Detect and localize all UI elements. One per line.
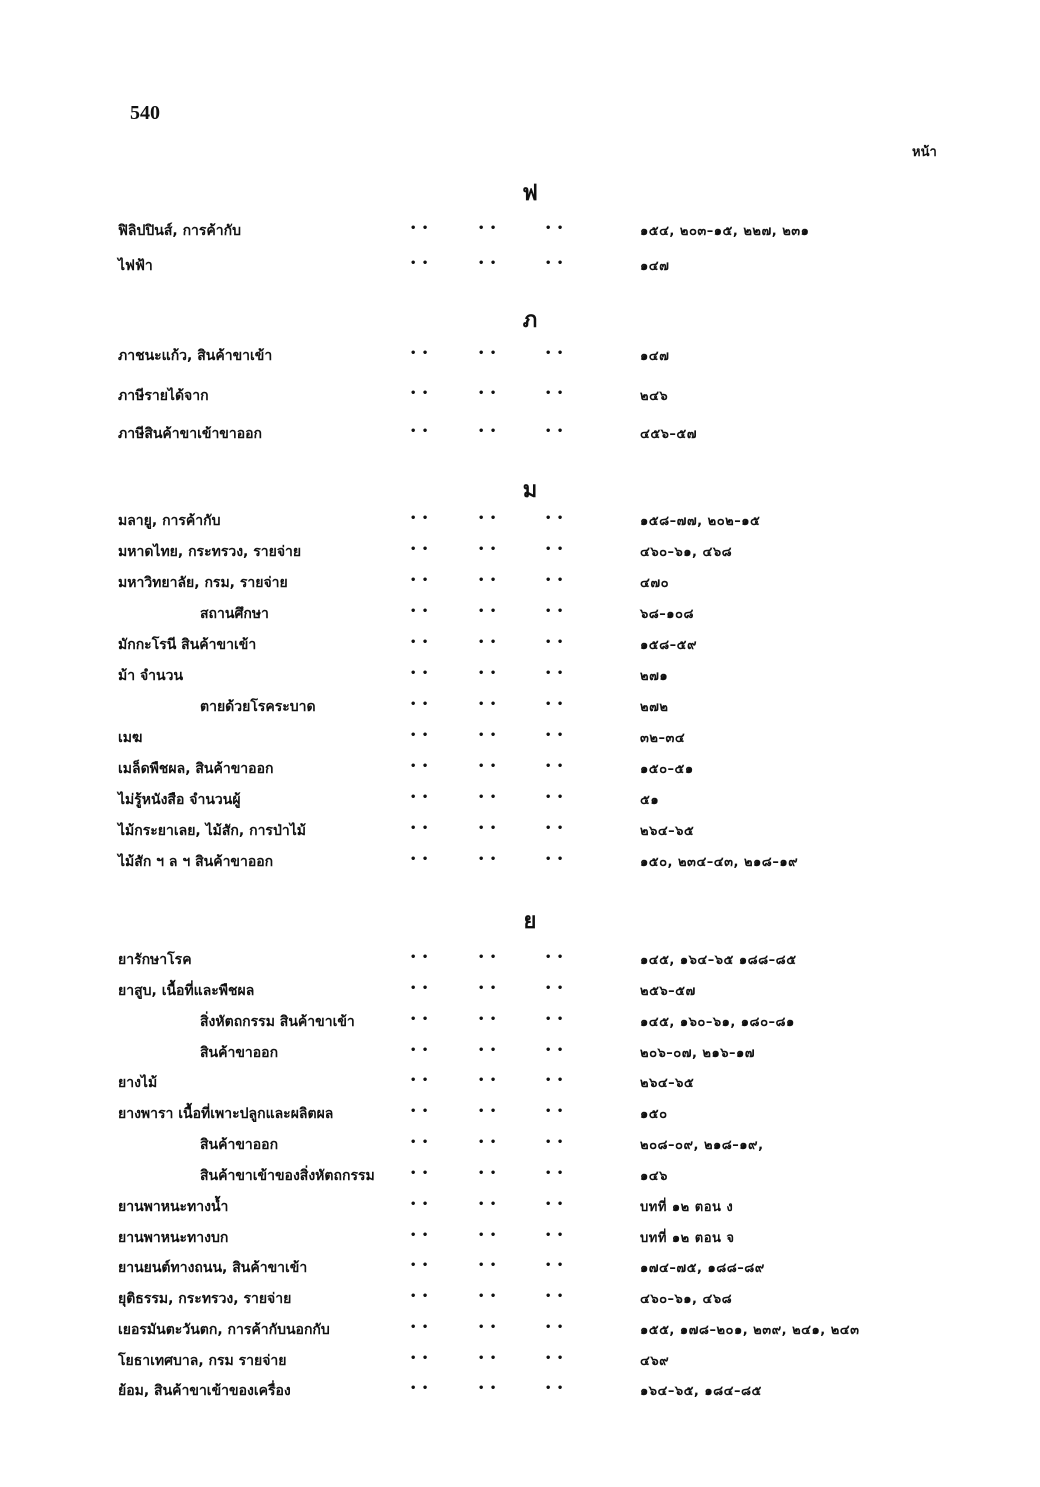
- entry-pages: ๑๕๘–๗๗, ๒๐๒–๑๕: [640, 514, 761, 529]
- leader-dots: • •: [478, 348, 498, 359]
- index-entry: [0, 1165, 1040, 1189]
- entry-label: เมฆ: [118, 730, 143, 746]
- leader-dots: • •: [545, 1322, 565, 1333]
- leader-dots: • •: [410, 223, 430, 234]
- leader-dots: • •: [478, 1230, 498, 1241]
- leader-dots: • •: [545, 668, 565, 679]
- entry-pages: ๒๗๒: [640, 700, 669, 715]
- entry-label: ฟิลิปปินส์, การค้ากับ: [118, 223, 242, 239]
- entry-label: ไม้กระยาเลย, ไม้สัก, การป่าไม้: [118, 823, 306, 839]
- leader-dots: • •: [410, 426, 430, 437]
- leader-dots: • •: [410, 637, 430, 648]
- leader-dots: • •: [410, 854, 430, 865]
- leader-dots: • •: [410, 823, 430, 834]
- index-entry: [0, 1257, 1040, 1281]
- entry-label: โยธาเทศบาล, กรม รายจ่าย: [118, 1353, 287, 1369]
- index-entry: [0, 789, 1040, 813]
- entry-label: ภาษีสินค้าขาเข้าขาออก: [118, 426, 263, 442]
- leader-dots: • •: [478, 1291, 498, 1302]
- leader-dots: • •: [545, 544, 565, 555]
- entry-label: สินค้าขาเข้าของสิ่งหัตถกรรม: [200, 1168, 375, 1184]
- index-entry: [0, 949, 1040, 973]
- leader-dots: • •: [478, 854, 498, 865]
- index-entry: [0, 980, 1040, 1004]
- leader-dots: • •: [478, 1322, 498, 1333]
- index-entry: [0, 1196, 1040, 1220]
- entry-label: สินค้าขาออก: [200, 1137, 279, 1153]
- entry-pages: ๒๐๖–๐๗, ๒๑๖–๑๗: [640, 1046, 756, 1061]
- leader-dots: • •: [478, 258, 498, 269]
- leader-dots: • •: [410, 952, 430, 963]
- entry-pages: ๒๕๖–๕๗: [640, 984, 696, 999]
- entry-label: เยอรมันตะวันตก, การค้ากับนอกกับ: [118, 1322, 330, 1338]
- leader-dots: • •: [545, 348, 565, 359]
- leader-dots: • •: [478, 761, 498, 772]
- entry-label: สิ่งหัตถกรรม สินค้าขาเข้า: [200, 1014, 355, 1030]
- leader-dots: • •: [545, 761, 565, 772]
- entry-pages: ๒๖๔–๖๕: [640, 1076, 695, 1091]
- leader-dots: • •: [545, 1014, 565, 1025]
- entry-label: มักกะโรนี สินค้าขาเข้า: [118, 637, 257, 653]
- leader-dots: • •: [545, 258, 565, 269]
- entry-label: มลายู, การค้ากับ: [118, 513, 221, 529]
- entry-pages: ๑๔๕, ๑๖๔–๖๕ ๑๘๘–๘๕: [640, 953, 797, 968]
- entry-label: ภาษีรายได้จาก: [118, 388, 209, 404]
- leader-dots: • •: [410, 544, 430, 555]
- section-letter: ฟ: [522, 181, 538, 206]
- leader-dots: • •: [410, 1353, 430, 1364]
- entry-pages: ๔๗๐: [640, 576, 670, 591]
- leader-dots: • •: [478, 730, 498, 741]
- entry-pages: ๑๔๕, ๑๖๐–๖๑, ๑๘๐–๘๑: [640, 1015, 795, 1030]
- leader-dots: • •: [545, 1199, 565, 1210]
- leader-dots: • •: [545, 388, 565, 399]
- leader-dots: • •: [410, 1106, 430, 1117]
- leader-dots: • •: [410, 1045, 430, 1056]
- leader-dots: • •: [410, 1075, 430, 1086]
- index-entry: [0, 1134, 1040, 1158]
- entry-pages: ๔๖๙: [640, 1354, 670, 1369]
- entry-pages: ๑๔๖: [640, 1169, 668, 1184]
- entry-label: ตายด้วยโรคระบาด: [200, 699, 316, 715]
- leader-dots: • •: [545, 637, 565, 648]
- entry-label: ไม้สัก ฯ ล ฯ สินค้าขาออก: [118, 854, 274, 870]
- leader-dots: • •: [410, 761, 430, 772]
- entry-label: ยารักษาโรค: [118, 952, 192, 968]
- leader-dots: • •: [410, 1014, 430, 1025]
- entry-pages: ๕๑: [640, 793, 660, 808]
- leader-dots: • •: [545, 575, 565, 586]
- leader-dots: • •: [410, 1291, 430, 1302]
- entry-label: ยางไม้: [118, 1075, 158, 1091]
- entry-label: มหาวิทยาลัย, กรม, รายจ่าย: [118, 575, 288, 591]
- leader-dots: • •: [545, 1106, 565, 1117]
- leader-dots: • •: [478, 1383, 498, 1394]
- leader-dots: • •: [545, 1045, 565, 1056]
- index-entry: [0, 255, 1040, 279]
- index-entry: [0, 385, 1040, 409]
- entry-pages: ๑๕๐–๕๑: [640, 762, 694, 777]
- leader-dots: • •: [545, 223, 565, 234]
- leader-dots: • •: [478, 668, 498, 679]
- index-entry: [0, 345, 1040, 369]
- leader-dots: • •: [410, 1199, 430, 1210]
- leader-dots: • •: [410, 258, 430, 269]
- leader-dots: • •: [545, 730, 565, 741]
- entry-label: มหาดไทย, กระทรวง, รายจ่าย: [118, 544, 302, 560]
- page-number: 540: [130, 102, 160, 124]
- entry-pages: ๒๐๘–๐๙, ๒๑๘–๑๙,: [640, 1138, 764, 1153]
- index-entry: [0, 1319, 1040, 1343]
- leader-dots: • •: [545, 1137, 565, 1148]
- entry-pages: บทที่ ๑๒ ตอน ง: [640, 1200, 734, 1215]
- leader-dots: • •: [478, 637, 498, 648]
- leader-dots: • •: [478, 575, 498, 586]
- entry-pages: ๑๖๔–๖๕, ๑๘๔–๘๕: [640, 1384, 762, 1399]
- leader-dots: • •: [478, 1260, 498, 1271]
- leader-dots: • •: [478, 983, 498, 994]
- entry-label: สินค้าขาออก: [200, 1045, 279, 1061]
- entry-label: ยาสูบ, เนื้อที่และพืชผล: [118, 983, 255, 999]
- leader-dots: • •: [410, 1137, 430, 1148]
- leader-dots: • •: [410, 606, 430, 617]
- index-entry: [0, 603, 1040, 627]
- entry-label: ยุติธรรม, กระทรวง, รายจ่าย: [118, 1291, 292, 1307]
- leader-dots: • •: [545, 606, 565, 617]
- leader-dots: • •: [545, 1168, 565, 1179]
- leader-dots: • •: [410, 388, 430, 399]
- entry-pages: ๒๔๖: [640, 389, 669, 404]
- index-entry: [0, 851, 1040, 875]
- leader-dots: • •: [410, 730, 430, 741]
- entry-pages: ๔๖๐–๖๑, ๔๖๘: [640, 545, 733, 560]
- leader-dots: • •: [410, 668, 430, 679]
- leader-dots: • •: [478, 606, 498, 617]
- index-entry: [0, 1011, 1040, 1035]
- leader-dots: • •: [478, 792, 498, 803]
- entry-pages: ๑๕๔, ๒๐๓–๑๕, ๒๒๗, ๒๓๑: [640, 224, 810, 239]
- entry-pages: บทที่ ๑๒ ตอน จ: [640, 1231, 735, 1246]
- index-entry: [0, 665, 1040, 689]
- leader-dots: • •: [545, 699, 565, 710]
- leader-dots: • •: [545, 426, 565, 437]
- leader-dots: • •: [545, 952, 565, 963]
- entry-pages: ๑๗๔–๗๕, ๑๘๘–๘๙: [640, 1261, 765, 1276]
- section-letter: ม: [522, 478, 538, 503]
- leader-dots: • •: [478, 823, 498, 834]
- leader-dots: • •: [545, 1260, 565, 1271]
- leader-dots: • •: [545, 1383, 565, 1394]
- leader-dots: • •: [410, 513, 430, 524]
- entry-label: ยานยนต์ทางถนน, สินค้าขาเข้า: [118, 1260, 308, 1276]
- leader-dots: • •: [478, 544, 498, 555]
- leader-dots: • •: [478, 952, 498, 963]
- index-entry: [0, 758, 1040, 782]
- entry-pages: ๒๖๔–๖๕: [640, 824, 695, 839]
- leader-dots: • •: [545, 1353, 565, 1364]
- entry-pages: ๔๖๐–๖๑, ๔๖๘: [640, 1292, 733, 1307]
- leader-dots: • •: [410, 792, 430, 803]
- column-header: หน้า: [912, 145, 937, 160]
- index-entry: [0, 820, 1040, 844]
- leader-dots: • •: [478, 1075, 498, 1086]
- leader-dots: • •: [478, 513, 498, 524]
- entry-label: ภาชนะแก้ว, สินค้าขาเข้า: [118, 348, 273, 364]
- index-entry: [0, 1072, 1040, 1096]
- leader-dots: • •: [478, 699, 498, 710]
- leader-dots: • •: [478, 426, 498, 437]
- leader-dots: • •: [478, 1014, 498, 1025]
- leader-dots: • •: [478, 223, 498, 234]
- leader-dots: • •: [478, 1137, 498, 1148]
- leader-dots: • •: [478, 388, 498, 399]
- entry-label: เมล็ดพืชผล, สินค้าขาออก: [118, 761, 274, 777]
- leader-dots: • •: [545, 1230, 565, 1241]
- entry-label: ม้า จำนวน: [118, 668, 184, 684]
- entry-pages: ๒๗๑: [640, 669, 669, 684]
- index-entry: [0, 727, 1040, 751]
- leader-dots: • •: [410, 983, 430, 994]
- leader-dots: • •: [410, 699, 430, 710]
- leader-dots: • •: [410, 575, 430, 586]
- leader-dots: • •: [410, 348, 430, 359]
- leader-dots: • •: [545, 823, 565, 834]
- index-entry: [0, 1288, 1040, 1312]
- leader-dots: • •: [410, 1230, 430, 1241]
- section-letter: ย: [523, 909, 537, 934]
- index-entry: [0, 696, 1040, 720]
- entry-pages: ๑๔๗: [640, 349, 670, 364]
- index-entry: [0, 510, 1040, 534]
- entry-pages: ๑๔๗: [640, 259, 670, 274]
- index-entry: [0, 423, 1040, 447]
- leader-dots: • •: [545, 854, 565, 865]
- entry-label: ย้อม, สินค้าขาเข้าของเครื่อง: [118, 1383, 291, 1399]
- leader-dots: • •: [545, 1291, 565, 1302]
- entry-pages: ๑๕๐, ๒๓๔–๔๓, ๒๑๘–๑๙: [640, 855, 799, 870]
- entry-pages: ๑๕๘–๕๙: [640, 638, 697, 653]
- entry-pages: ๔๕๖–๕๗: [640, 427, 698, 442]
- index-entry: [0, 1350, 1040, 1374]
- index-entry: [0, 572, 1040, 596]
- leader-dots: • •: [478, 1106, 498, 1117]
- leader-dots: • •: [478, 1199, 498, 1210]
- entry-label: ยานพาหนะทางน้ำ: [118, 1199, 229, 1215]
- index-entry: [0, 1103, 1040, 1127]
- leader-dots: • •: [545, 792, 565, 803]
- entry-label: ไฟฟ้า: [118, 258, 153, 274]
- entry-label: ไม่รู้หนังสือ จำนวนผู้: [118, 792, 241, 808]
- entry-pages: ๑๕๕, ๑๗๘–๒๐๑, ๒๓๙, ๒๔๑, ๒๔๓: [640, 1323, 860, 1338]
- index-entry: [0, 1227, 1040, 1251]
- entry-pages: ๓๒–๓๔: [640, 731, 686, 746]
- entry-label: สถานศึกษา: [200, 606, 269, 622]
- leader-dots: • •: [545, 1075, 565, 1086]
- entry-pages: ๑๕๐: [640, 1107, 668, 1122]
- leader-dots: • •: [478, 1168, 498, 1179]
- index-entry: [0, 541, 1040, 565]
- index-entry: [0, 1042, 1040, 1066]
- index-entry: [0, 220, 1040, 244]
- leader-dots: • •: [545, 983, 565, 994]
- leader-dots: • •: [410, 1168, 430, 1179]
- leader-dots: • •: [478, 1353, 498, 1364]
- leader-dots: • •: [410, 1260, 430, 1271]
- leader-dots: • •: [545, 513, 565, 524]
- index-entry: [0, 1380, 1040, 1404]
- section-letter: ภ: [522, 308, 538, 333]
- leader-dots: • •: [410, 1322, 430, 1333]
- leader-dots: • •: [478, 1045, 498, 1056]
- leader-dots: • •: [410, 1383, 430, 1394]
- entry-label: ยางพารา เนื้อที่เพาะปลูกและผลิตผล: [118, 1106, 334, 1122]
- entry-label: ยานพาหนะทางบก: [118, 1230, 229, 1246]
- entry-pages: ๖๘–๑๐๘: [640, 607, 694, 622]
- index-entry: [0, 634, 1040, 658]
